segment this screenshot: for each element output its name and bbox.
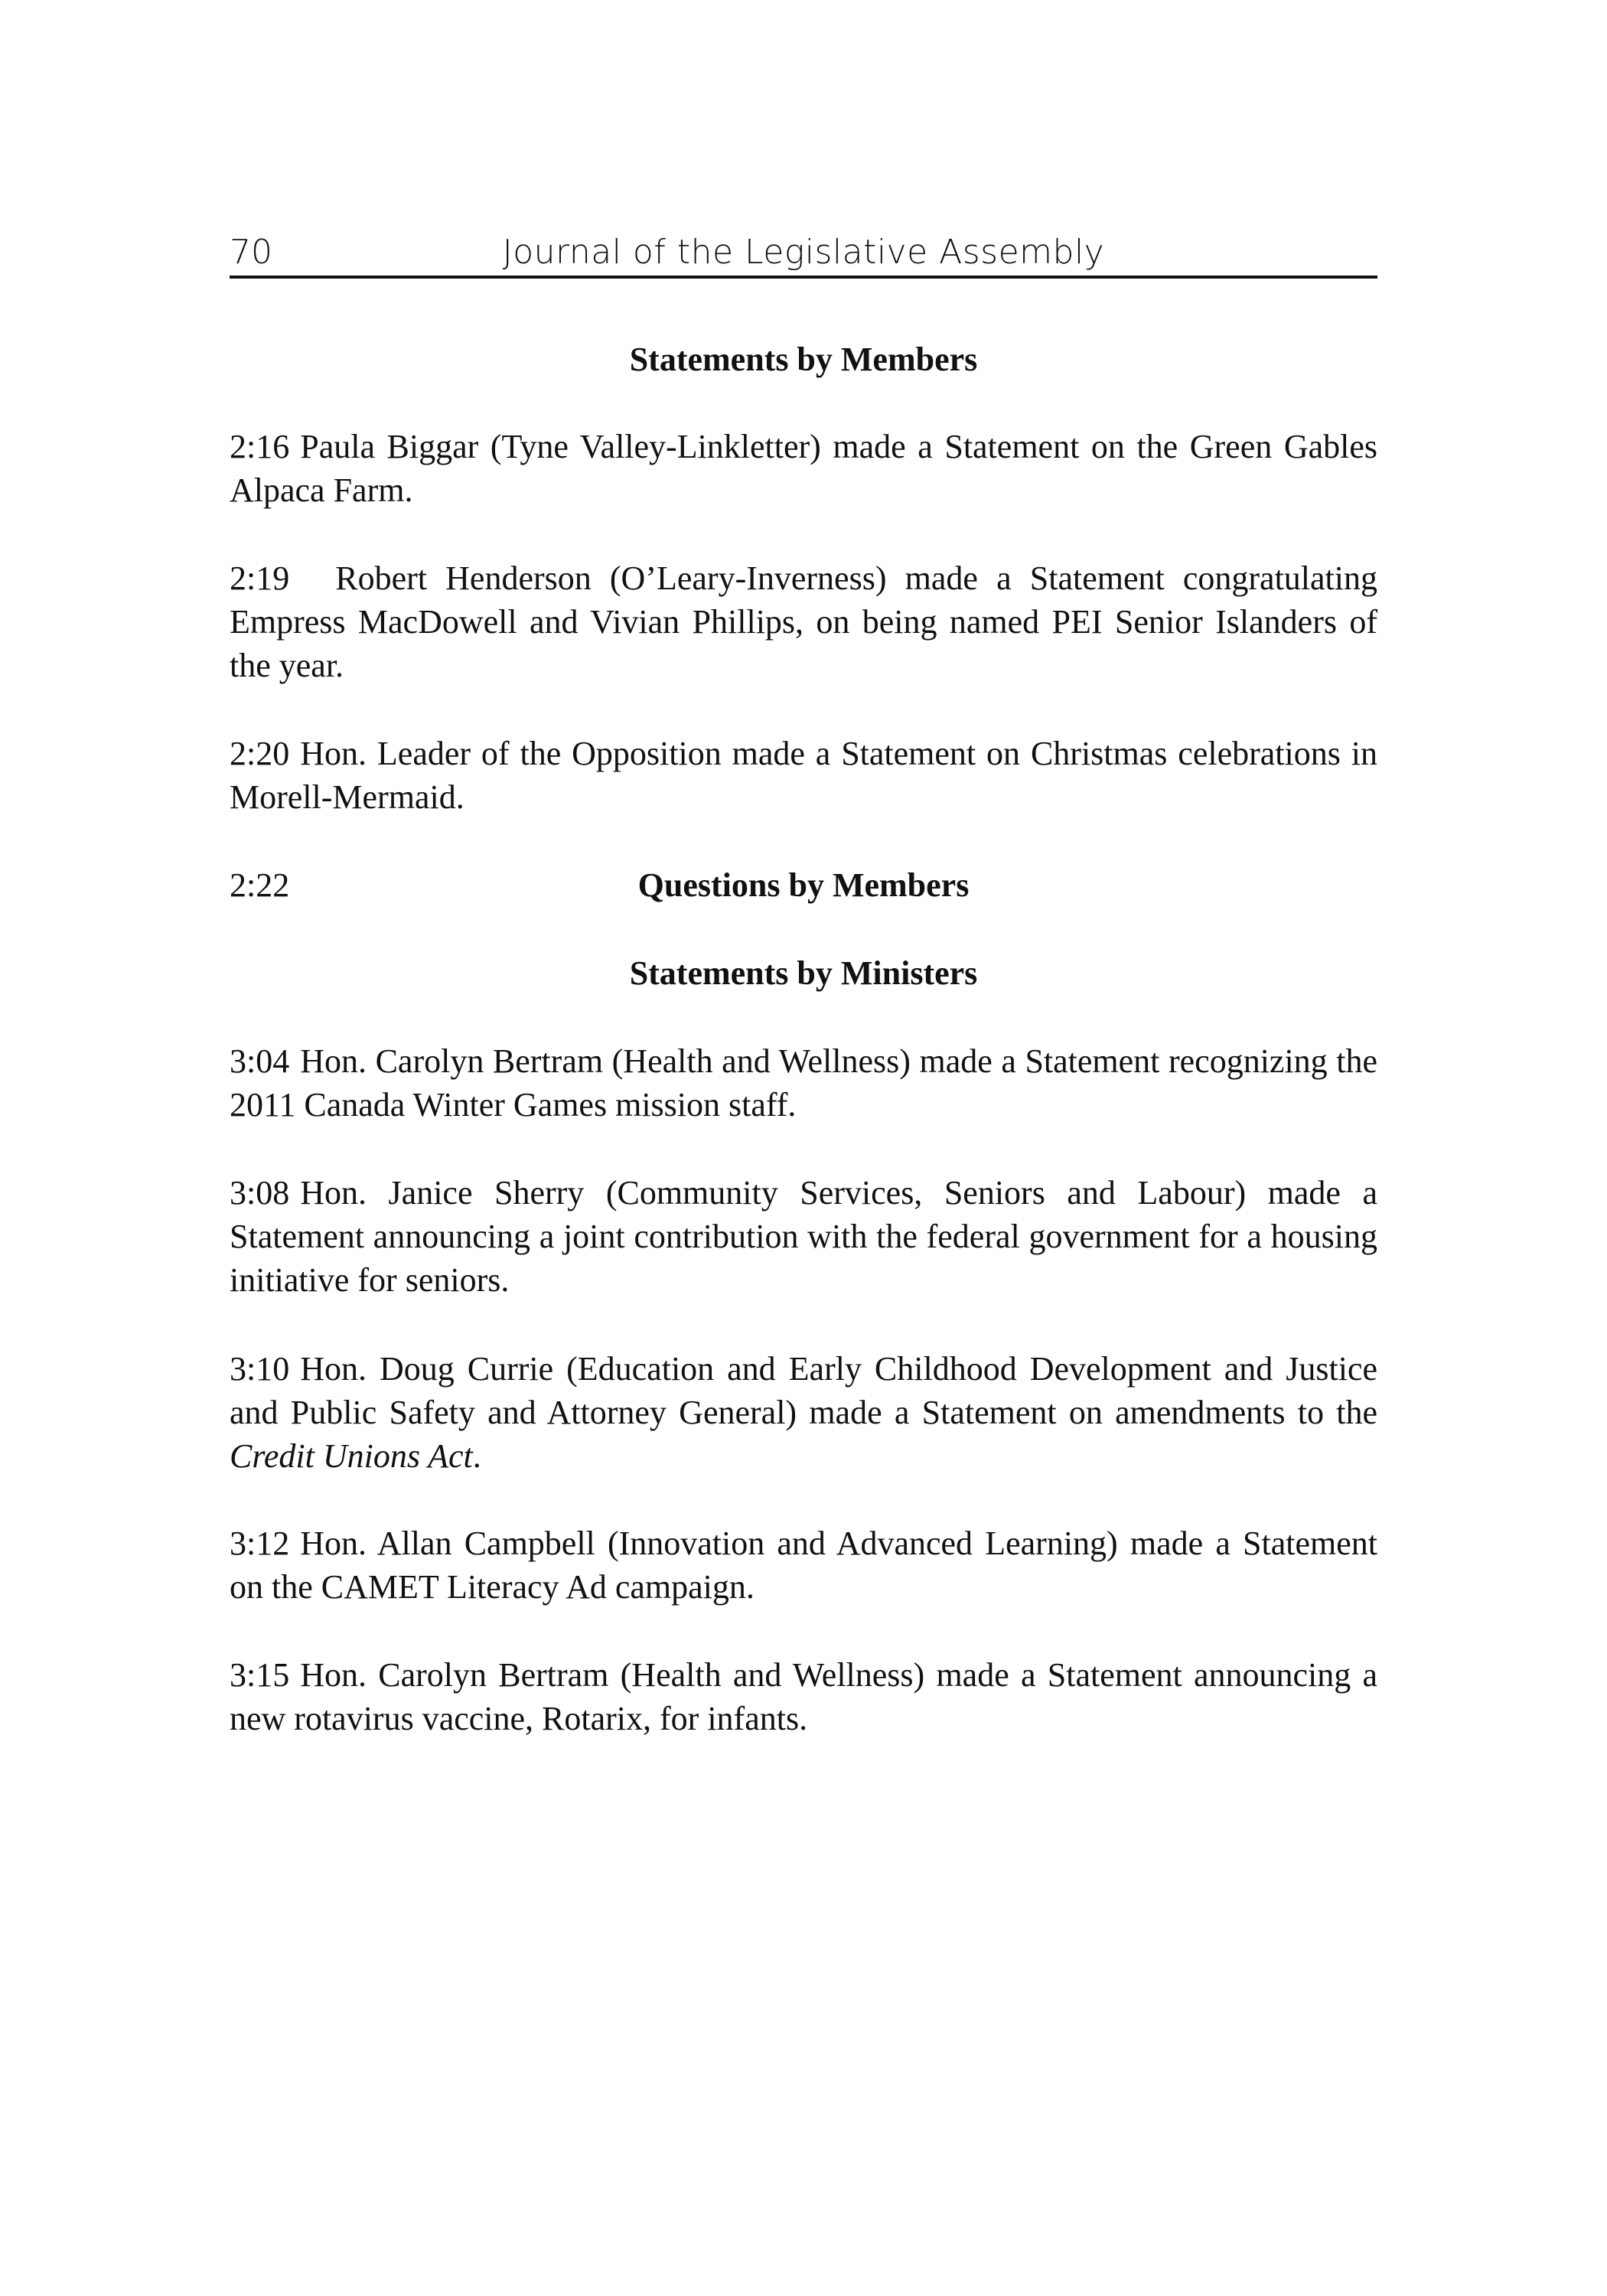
running-header: [230, 230, 1377, 279]
statement-time: 3:10: [230, 1350, 290, 1388]
statement-time: 2:20: [230, 735, 290, 772]
statement-entry: [230, 1039, 1377, 1127]
statement-text: Hon. Carolyn Bertram (Health and Wellness) made a Statement recognizing the 2011 Canada Winter Games mission staff.: [230, 1042, 1377, 1124]
statement-text: Paula Biggar (Tyne Valley-Linkletter) made a Statement on the Green Gables Alpaca Farm.: [230, 428, 1377, 509]
statement-text-end: .: [472, 1437, 481, 1475]
statement-entry: [230, 556, 1377, 687]
statement-text: Hon. Allan Campbell (Innovation and Advanced Learning) made a Statement on the CAMET Literacy Ad campaign.: [230, 1525, 1377, 1606]
statement-text: Hon. Janice Sherry (Community Services, Seniors and Labour) made a Statement announcing a joint contribution with the federal government for a housing initiative for seniors.: [230, 1174, 1377, 1299]
statement-entry: [230, 732, 1377, 819]
heading-statements-by-members: Statements by Members: [629, 341, 978, 378]
statement-entry: [230, 1653, 1377, 1740]
statement-time: 2:16: [230, 428, 290, 465]
statement-time: 3:04: [230, 1042, 290, 1080]
page-number: 70: [230, 233, 272, 272]
heading-statements-by-ministers: Statements by Ministers: [629, 954, 978, 992]
statement-text: Robert Henderson (O’Leary-Inverness) made a Statement congratulating Empress MacDowell and Vivian Phillips, on being named PEI Senior Islanders of the year.: [230, 559, 1377, 684]
statement-time: 3:15: [230, 1656, 290, 1694]
journal-title: Journal of the Legislative Assembly: [502, 233, 1105, 272]
statement-text: Hon. Carolyn Bertram (Health and Wellness) made a Statement announcing a new rotavirus vaccine, Rotarix, for infants.: [230, 1656, 1377, 1737]
statement-time: 3:12: [230, 1525, 290, 1562]
statement-text: Hon. Leader of the Opposition made a Statement on Christmas celebrations in Morell-Mermaid.: [230, 735, 1377, 816]
statement-entry: [230, 1521, 1377, 1609]
document-page: [230, 0, 1377, 2296]
statement-time: 2:19: [230, 559, 290, 597]
act-title: Credit Unions Act: [230, 1437, 473, 1475]
statement-entry: [230, 1347, 1377, 1478]
statement-time: 3:08: [230, 1174, 290, 1212]
heading-questions-by-members: Questions by Members: [637, 866, 970, 904]
statement-entry: [230, 425, 1377, 512]
questions-row: [230, 863, 1377, 907]
questions-time: 2:22: [230, 866, 290, 904]
statement-entry: [230, 1171, 1377, 1302]
statement-text: Hon. Doug Currie (Education and Early Childhood Development and Justice and Public Safety and Attorney General) made a Statement on amendments to the: [230, 1350, 1377, 1431]
